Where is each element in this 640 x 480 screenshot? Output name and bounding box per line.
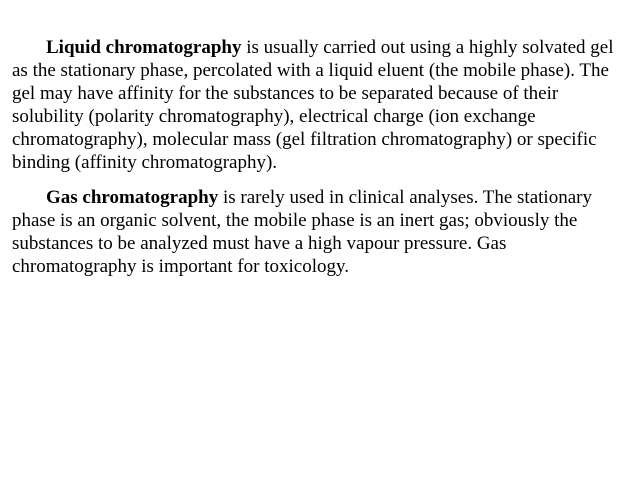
term-liquid-chromatography: Liquid chromatography xyxy=(46,37,242,58)
paragraph-liquid-chromatography xyxy=(12,36,632,174)
paragraph-text: is rarely used in clinical analyses. The stationary phase is an organic solvent, the mobile phase is an inert gas; obviously the substances to be analyzed must have a high vapour pressure. Gas chromatography is important for toxicology. xyxy=(12,187,592,277)
paragraph-gas-chromatography xyxy=(12,186,632,278)
term-gas-chromatography: Gas chromatography xyxy=(46,187,219,208)
paragraph-text: is usually carried out using a highly solvated gel as the stationary phase, percolated with a liquid eluent (the mobile phase). The gel may have affinity for the substances to be separated because of their solubility (polarity chromatography), electrical charge (ion exchange chromatography), molecular mass (gel filtration chromatography) or specific binding (affinity chromatography). xyxy=(12,37,614,173)
